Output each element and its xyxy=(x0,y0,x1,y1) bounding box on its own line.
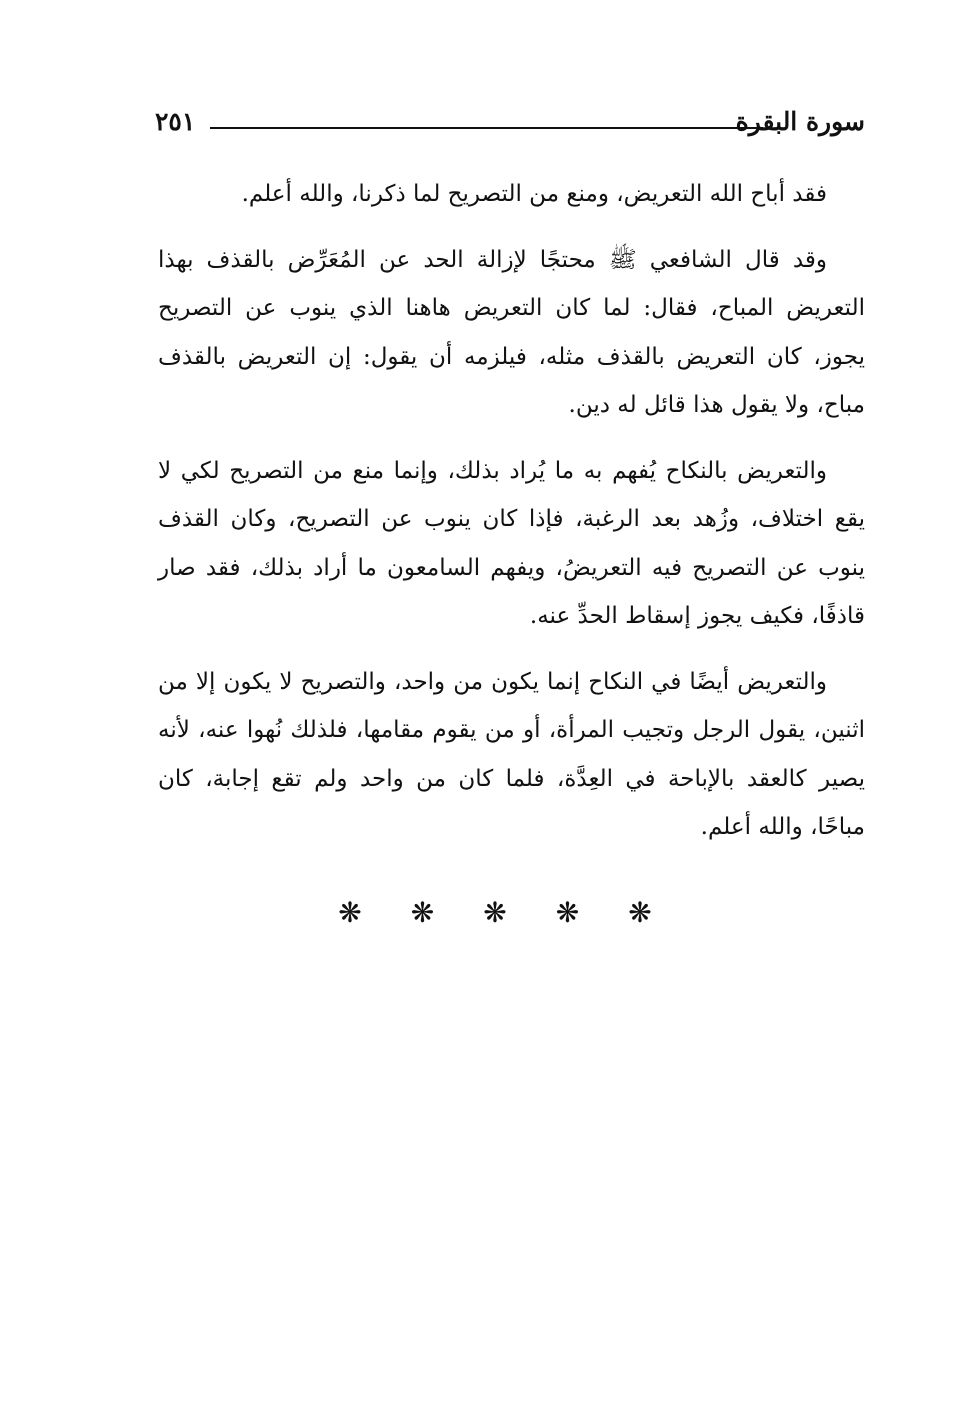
paragraph-2: وقد قال الشافعي ﷺ محتجًا لإزالة الحد عن المُعَرِّض بالقذف بهذا التعريض المباح، فقال: لما كان التعريض هاهنا الذي ينوب عن التصريح يجوز، كان التعريض بالقذف مثله، فيلزمه أن يقول: إن التعريض بالقذف مباح، ولا يقول هذا قائل له دين. xyxy=(158,246,865,418)
paragraph-3: والتعريض بالنكاح يُفهم به ما يُراد بذلك، وإنما منع من التصريح لكي لا يقع اختلاف، وزُهد بعد الرغبة، فإذا كان ينوب عن التصريح، وكان القذف ينوب عن التصريح فيه التعريضُ، ويفهم السامعون ما أراد بذلك، فقد صار قاذفًا، فكيف يجوز إسقاط الحدِّ عنه. xyxy=(158,457,865,629)
section-divider xyxy=(330,893,660,933)
header-rule xyxy=(210,127,763,129)
chapter-title: سورة البقرة xyxy=(735,107,865,136)
page-number: ٢٥١ xyxy=(155,107,196,136)
asterism-ornament-icon: ❋ xyxy=(410,896,435,929)
asterism-ornament-icon: ❋ xyxy=(555,896,580,929)
asterism-ornament-icon: ❋ xyxy=(628,896,652,929)
asterism-ornament-icon: ❋ xyxy=(483,896,507,929)
running-header xyxy=(155,100,865,144)
paragraph-1: فقد أباح الله التعريض، ومنع من التصريح لما ذكرنا، والله أعلم. xyxy=(241,181,827,207)
page-body xyxy=(158,170,865,869)
paragraph-4: والتعريض أيضًا في النكاح إنما يكون من واحد، والتصريح لا يكون إلا من اثنين، يقول الرجل وتجيب المرأة، أو من يقوم مقامها، فلذلك نُهوا عنه، لأنه يصير كالعقد بالإباحة في العِدَّة، فلما كان من واحد ولم تقع إجابة، كان مباحًا، والله أعلم. xyxy=(158,668,865,840)
asterism-ornament-icon: ❋ xyxy=(338,896,362,929)
